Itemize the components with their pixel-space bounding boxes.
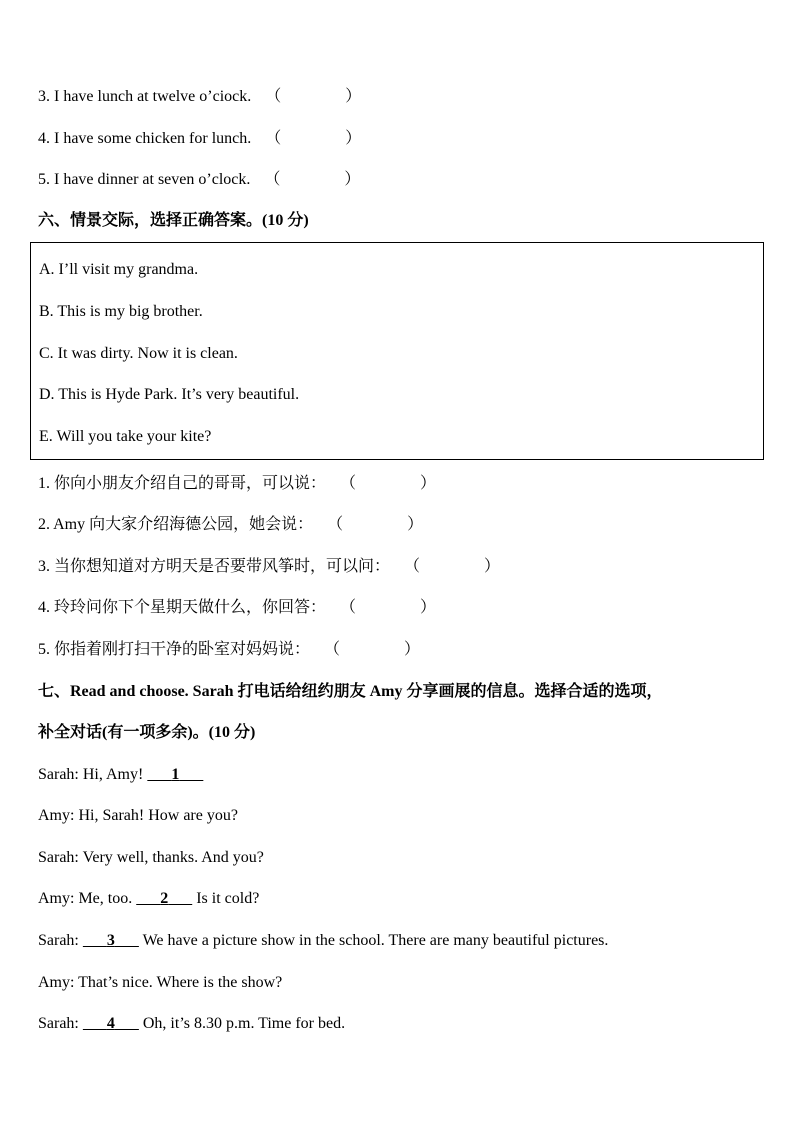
blank-number: 2 bbox=[160, 890, 169, 907]
dialogue-line-6 bbox=[38, 973, 282, 993]
dialogue-text: Sarah: bbox=[38, 932, 83, 949]
situation-question-5 bbox=[38, 640, 420, 660]
answer-paren[interactable]: （ ） bbox=[404, 558, 501, 575]
answer-paren[interactable]: （ ） bbox=[327, 516, 424, 533]
blank-3[interactable] bbox=[83, 931, 139, 951]
section6-heading: 六、情景交际，选择正确答案。(10 分) bbox=[38, 212, 309, 229]
question-text: 1. 你向小朋友介绍自己的哥哥，可以说： bbox=[38, 475, 327, 492]
dialogue-line-7 bbox=[38, 1014, 345, 1034]
situation-question-2 bbox=[38, 515, 423, 535]
dialogue-line-4 bbox=[38, 889, 259, 909]
judge-item-3 bbox=[38, 87, 361, 107]
dialogue-text: Amy: That’s nice. Where is the show? bbox=[38, 974, 283, 991]
situation-question-3 bbox=[38, 557, 500, 577]
option-b: B. This is my big brother. bbox=[39, 303, 203, 320]
dialogue-text: Sarah: bbox=[38, 1015, 83, 1032]
dialogue-text: Is it cold? bbox=[192, 890, 260, 907]
judge-item-4 bbox=[38, 129, 361, 149]
options-box bbox=[30, 242, 764, 460]
answer-paren[interactable]: （ ） bbox=[324, 641, 421, 658]
option-a: A. I’ll visit my grandma. bbox=[39, 261, 199, 278]
blank-number: 1 bbox=[171, 766, 180, 783]
dialogue-line-5 bbox=[38, 931, 608, 951]
judge-item-text: 3. I have lunch at twelve o’ciock. bbox=[38, 88, 252, 105]
situation-question-4 bbox=[38, 598, 436, 618]
dialogue-text: Sarah: Hi, Amy! bbox=[38, 766, 148, 783]
dialogue-text: Amy: Hi, Sarah! How are you? bbox=[38, 807, 238, 824]
option-e: E. Will you take your kite? bbox=[39, 428, 212, 445]
answer-paren[interactable]: （ ） bbox=[264, 171, 361, 188]
blank-1[interactable] bbox=[147, 765, 203, 785]
dialogue-text: We have a picture show in the school. There are many beautiful pictures. bbox=[138, 932, 609, 949]
blank-number: 3 bbox=[106, 932, 115, 949]
dialogue-text: Sarah: Very well, thanks. And you? bbox=[38, 849, 264, 866]
answer-paren[interactable]: （ ） bbox=[340, 475, 437, 492]
judge-item-5 bbox=[38, 170, 360, 190]
section7-heading-line2: 补全对话(有一项多余)。(10 分) bbox=[38, 724, 256, 741]
dialogue-line-2 bbox=[38, 806, 238, 826]
judge-item-text: 4. I have some chicken for lunch. bbox=[38, 130, 252, 147]
answer-paren[interactable]: （ ） bbox=[265, 88, 362, 105]
blank-2[interactable] bbox=[136, 889, 192, 909]
judge-item-text: 5. I have dinner at seven o’clock. bbox=[38, 171, 251, 188]
question-text: 5. 你指着刚打扫干净的卧室对妈妈说： bbox=[38, 641, 311, 658]
dialogue-line-3 bbox=[38, 848, 264, 868]
dialogue-line-1 bbox=[38, 765, 203, 785]
answer-paren[interactable]: （ ） bbox=[340, 599, 437, 616]
question-text: 4. 玲玲问你下个星期天做什么，你回答： bbox=[38, 599, 327, 616]
situation-question-1 bbox=[38, 474, 436, 494]
blank-number: 4 bbox=[106, 1015, 115, 1032]
option-c: C. It was dirty. Now it is clean. bbox=[39, 345, 238, 362]
dialogue-text: Oh, it’s 8.30 p.m. Time for bed. bbox=[138, 1015, 346, 1032]
question-text: 3. 当你想知道对方明天是否要带风筝时，可以问： bbox=[38, 558, 391, 575]
option-d: D. This is Hyde Park. It’s very beautiful. bbox=[39, 386, 300, 403]
section7-heading-line1: 七、Read and choose. Sarah 打电话给纽约朋友 Amy 分享画展的信息。选择合适的选项， bbox=[38, 683, 663, 700]
dialogue-text: Amy: Me, too. bbox=[38, 890, 137, 907]
answer-paren[interactable]: （ ） bbox=[265, 130, 362, 147]
blank-4[interactable] bbox=[83, 1014, 139, 1034]
question-text: 2. Amy 向大家介绍海德公园，她会说： bbox=[38, 516, 314, 533]
